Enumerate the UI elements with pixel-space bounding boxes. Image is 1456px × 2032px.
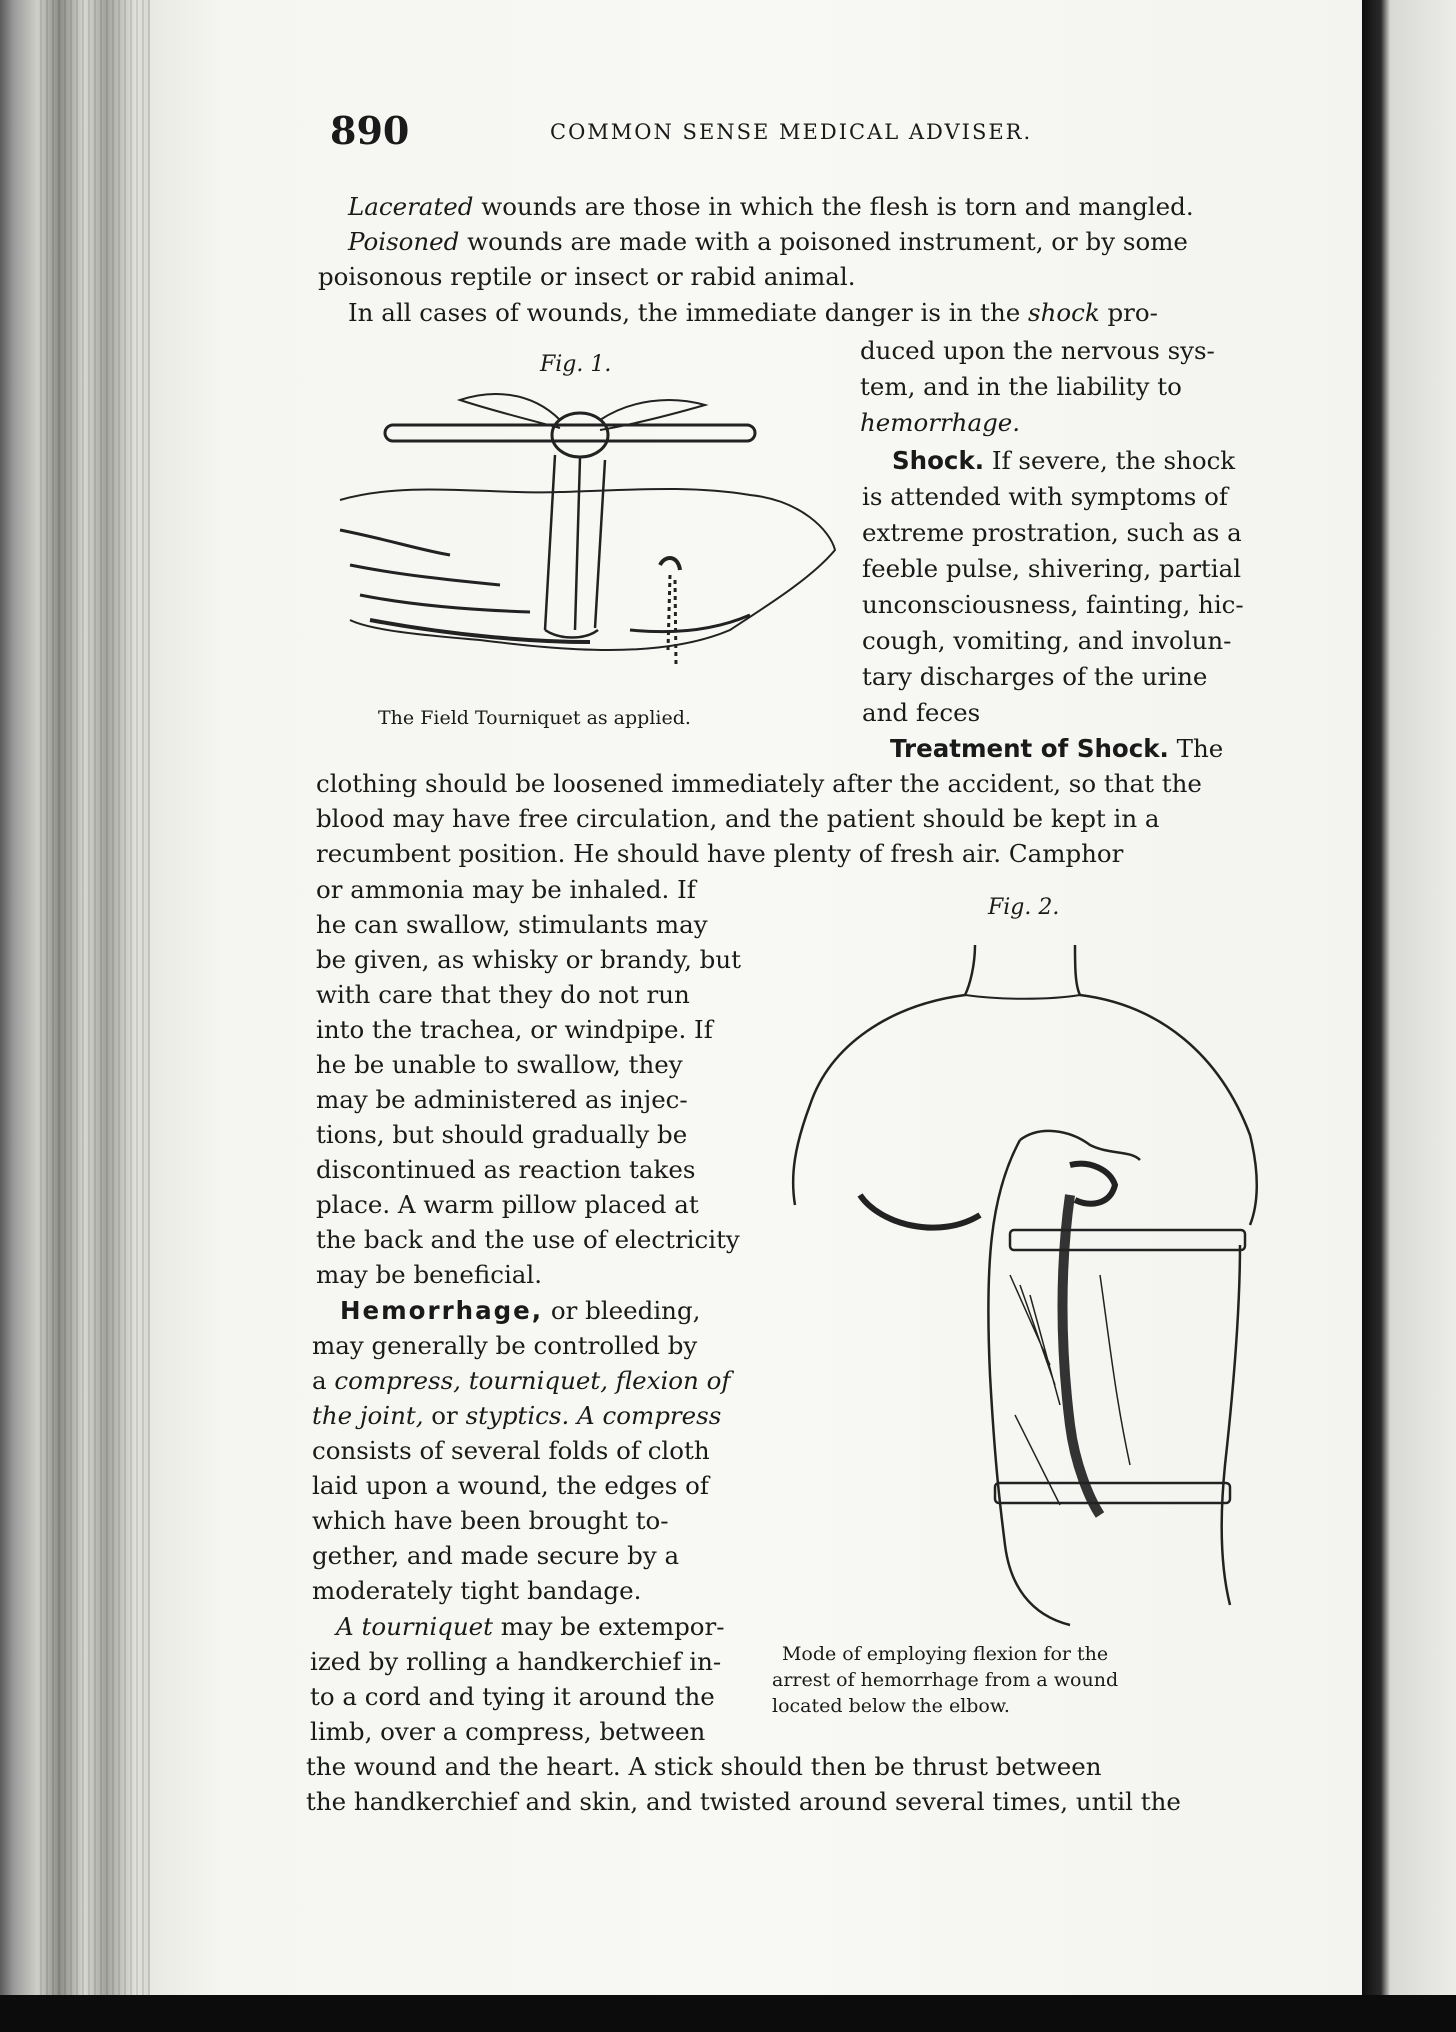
text-line: Hemorrhage, or bleeding, [340,1296,701,1325]
text-line: unconsciousness, fainting, hic- [862,590,1244,619]
text-line: place. A warm pillow placed at [316,1190,699,1219]
text-line: be given, as whisky or brandy, but [316,945,741,974]
text-line: blood may have free circulation, and the patient should be kept in a [316,804,1160,833]
text-line: or ammonia may be inhaled. If [316,875,696,904]
text-line: feeble pulse, shivering, partial [862,554,1242,583]
text-line: hemorrhage. [860,408,1021,437]
text-line: into the trachea, or windpipe. If [316,1015,713,1044]
text-line: Lacerated wounds are those in which the flesh is torn and mangled. [348,192,1194,221]
text-line: gether, and made secure by a [312,1541,680,1570]
text-line: In all cases of wounds, the immediate danger is in the shock pro- [348,298,1158,327]
text-line: the joint, or styptics. A compress [312,1401,722,1430]
book-page-edges [0,0,170,2032]
page-number: 890 [330,108,410,153]
text-line: Poisoned wounds are made with a poisoned instrument, or by some [348,227,1188,256]
text-line: may be administered as injec- [316,1085,688,1114]
text-line: discontinued as reaction takes [316,1155,696,1184]
italic-term: Poisoned [348,227,460,256]
figure-1-label: Fig. 1. [540,352,612,377]
text-line: and feces [862,698,981,727]
text-line: Treatment of Shock. The [890,734,1224,763]
text-line: duced upon the nervous sys- [860,336,1215,365]
text-line: the handkerchief and skin, and twisted around several times, until the [306,1787,1181,1816]
figure-1-caption: The Field Tourniquet as applied. [378,707,691,729]
text-line: limb, over a compress, between [310,1717,706,1746]
italic-term: Lacerated [348,192,474,221]
text-line: which have been brought to- [312,1506,669,1535]
text-line: consists of several folds of cloth [312,1436,710,1465]
figure-2-label: Fig. 2. [988,895,1060,920]
caption-line: arrest of hemorrhage from a wound [772,1669,1119,1691]
text-line: a compress, tourniquet, flexion of [312,1366,731,1395]
scan-bottom-border [0,1995,1456,2032]
caption-line: Mode of employing flexion for the [781,1643,1109,1665]
running-head: COMMON SENSE MEDICAL ADVISER. [550,120,1033,144]
text-line: A tourniquet may be extempor- [336,1612,725,1641]
section-heading-treatment: Treatment of Shock. [890,734,1169,763]
text-line: clothing should be loosened immediately after the accident, so that the [316,769,1202,798]
text-line: cough, vomiting, and involun- [862,626,1232,655]
text-line: Shock. If severe, the shock [892,446,1236,475]
section-heading-hemorrhage: Hemorrhage, [340,1296,544,1325]
text-line: ized by rolling a handkerchief in- [310,1647,722,1676]
figure-2-flexion-illustration [770,945,1290,1635]
text-line: poisonous reptile or insect or rabid animal. [318,262,856,291]
text-line: may generally be controlled by [312,1331,698,1360]
figure-2-caption [772,1641,1118,1719]
text-line: moderately tight bandage. [312,1576,642,1605]
text-line: recumbent position. He should have plenty of fresh air. Camphor [316,839,1124,868]
text-line: the wound and the heart. A stick should then be thrust between [306,1752,1102,1781]
text-line: to a cord and tying it around the [310,1682,715,1711]
text-line: he be unable to swallow, they [316,1050,683,1079]
text-line: is attended with symptoms of [862,482,1228,511]
text-line: tary discharges of the urine [862,662,1208,691]
figure-1-tourniquet-illustration [330,380,850,710]
caption-line: located below the elbow. [772,1695,1010,1717]
facing-page-edge [1362,0,1456,2032]
text-line: laid upon a wound, the edges of [312,1471,709,1500]
text-line: extreme prostration, such as a [862,518,1242,547]
text-line: tions, but should gradually be [316,1120,688,1149]
text-line: tem, and in the liability to [860,372,1182,401]
text-line: the back and the use of electricity [316,1225,740,1254]
text-line: may be beneficial. [316,1260,543,1289]
section-heading-shock: Shock. [892,446,985,475]
text-line: with care that they do not run [316,980,690,1009]
text-line: he can swallow, stimulants may [316,910,708,939]
